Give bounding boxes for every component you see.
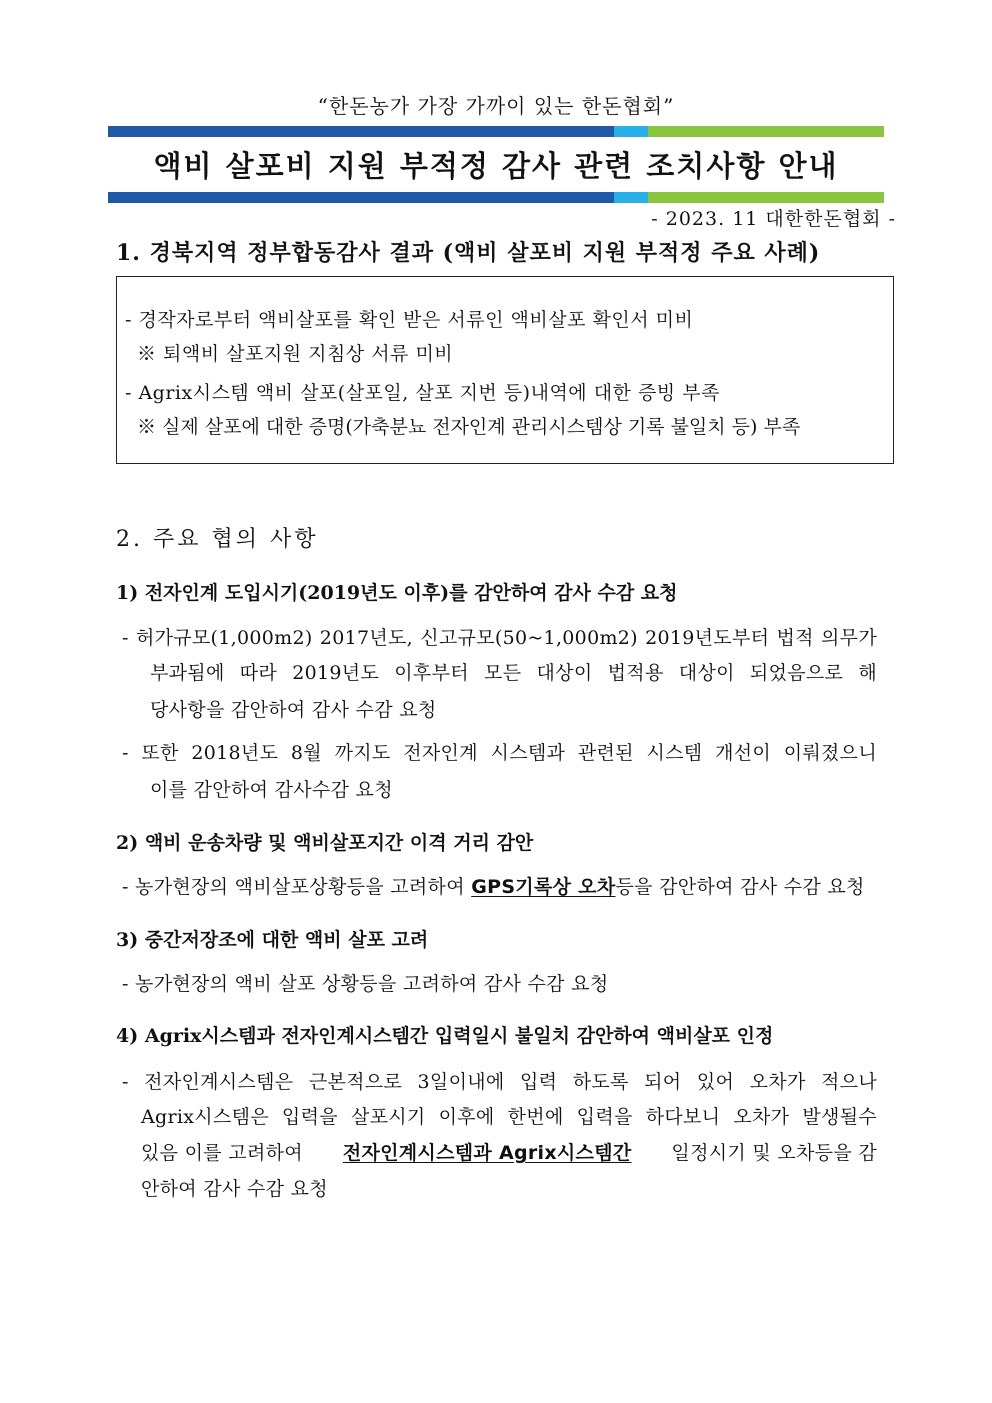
gps-error-emphasis: GPS기록상 오차: [471, 876, 616, 898]
section2-heading: 2. 주요 협의 사항: [116, 527, 319, 552]
system-comparison-emphasis: 전자인계시스템과 Agrix시스템간: [342, 1142, 632, 1164]
item1-line: - 또한 2018년도 8월 까지도 전자인계 시스템과 관련된 시스템 개선이 이뤄졌으니: [122, 742, 877, 764]
date-issuer: - 2023. 11 대한한돈협회 -: [651, 208, 896, 230]
item1-line: 당사항을 감안하여 감사 수감 요청: [150, 699, 437, 721]
item2-line-post: 등을 감안하여 감사 수감 요청: [615, 876, 865, 898]
case-note: ※ 실제 살포에 대한 증명(가축분뇨 전자인계 관리시스템상 기록 불일치 등) 부족: [137, 416, 801, 438]
item1-line: - 허가규모(1,000m2) 2017년도, 신고규모(50~1,000m2) 2019년도부터 법적 의무가: [122, 627, 877, 649]
audit-cases-box: [116, 276, 894, 464]
case-line: - 경작자로부터 액비살포를 확인 받은 서류인 액비살포 확인서 미비: [125, 309, 694, 331]
slogan: “한돈농가 가장 가까이 있는 한돈협회”: [317, 94, 675, 118]
item2-line-pre: - 농가현장의 액비살포상황등을 고려하여: [122, 876, 472, 898]
item4-line: [141, 1138, 877, 1165]
item1-line: 부과됨에 따라 2019년도 이후부터 모든 대상이 법적용 대상이 되었음으로 해: [150, 662, 877, 684]
bar-blue-segment: [108, 126, 614, 137]
item4-title: 4) Agrix시스템과 전자인계시스템간 입력일시 불일치 감안하여 액비살포 인정: [116, 1025, 774, 1047]
bar-blue-segment: [108, 192, 614, 203]
section1-heading: 1. 경북지역 정부합동감사 결과 (액비 살포비 지원 부적정 주요 사례): [116, 240, 821, 266]
item2-line: [122, 872, 865, 899]
item4-line: 안하여 감사 수감 요청: [141, 1178, 328, 1200]
item4-line: Agrix시스템은 입력을 살포시기 이후에 한번에 입력을 하다보니 오차가 발생될수: [141, 1106, 877, 1128]
bar-green-segment: [648, 192, 884, 203]
item4-line3-post: 일정시기 및 오차등을 감: [671, 1142, 877, 1164]
item4-line3-pre: 있음 이를 고려하여: [141, 1142, 303, 1164]
item2-title: 2) 액비 운송차량 및 액비살포지간 이격 거리 감안: [116, 832, 534, 854]
item3-title: 3) 중간저장조에 대한 액비 살포 고려: [116, 929, 429, 951]
top-color-bar: [108, 126, 884, 137]
item1-line: 이를 감안하여 감사수감 요청: [150, 779, 393, 801]
case-note: ※ 퇴액비 살포지원 지침상 서류 미비: [137, 343, 454, 365]
item3-line: - 농가현장의 액비 살포 상황등을 고려하여 감사 수감 요청: [122, 973, 609, 995]
document-title: 액비 살포비 지원 부적정 감사 관련 조치사항 안내: [153, 149, 839, 183]
bar-sky-segment: [614, 126, 648, 137]
item4-line: - 전자인계시스템은 근본적으로 3일이내에 입력 하도록 되어 있어 오차가 적으나: [122, 1071, 877, 1093]
case-line: - Agrix시스템 액비 살포(살포일, 살포 지번 등)내역에 대한 증빙 부족: [125, 382, 720, 404]
item1-title: 1) 전자인계 도입시기(2019년도 이후)를 감안하여 감사 수감 요청: [116, 582, 678, 604]
bottom-color-bar: [108, 192, 884, 203]
bar-sky-segment: [614, 192, 648, 203]
bar-green-segment: [648, 126, 884, 137]
